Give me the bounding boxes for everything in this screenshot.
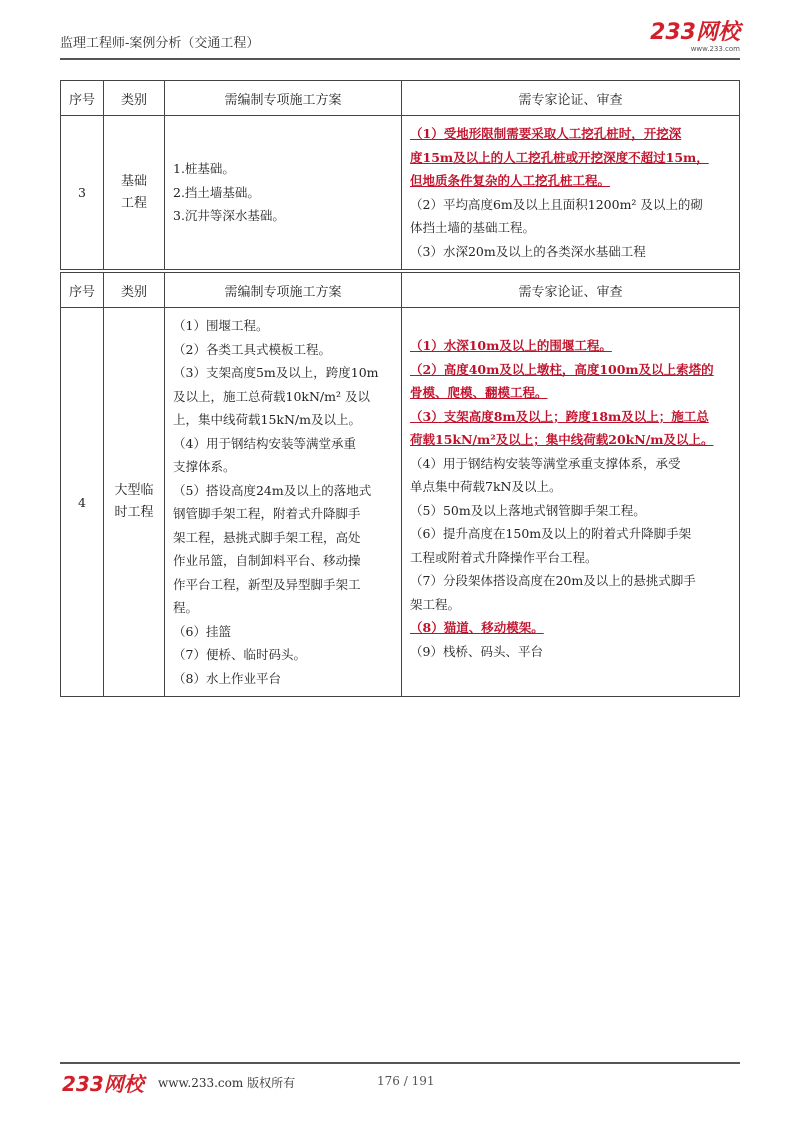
- header-category: 类别: [104, 273, 165, 308]
- logo-text: 233网校: [650, 20, 740, 45]
- plan-line: （1）围堰工程。: [173, 318, 269, 333]
- review-line: （3）水深20m及以上的各类深水基础工程: [410, 243, 646, 259]
- plan-line: （4）用于钢结构安装等满堂承重: [173, 435, 356, 451]
- plan-line: （2）各类工具式模板工程。: [173, 341, 331, 357]
- plan-line: 2.挡土墙基础。: [173, 184, 260, 200]
- header-review: 需专家论证、审查: [402, 81, 740, 116]
- review-line: 体挡土墙的基础工程。: [410, 220, 536, 235]
- plan-line: 1.桩基础。: [173, 161, 235, 177]
- header-review: 需专家论证、审查: [402, 273, 740, 308]
- review-line-highlighted: 度15m及以上的人工挖孔桩或开挖深度不超过15m，: [410, 149, 709, 165]
- table-foundation-works: [60, 80, 740, 270]
- plan-line: （7）便桥、临时码头。: [173, 647, 306, 662]
- plan-line: 作平台工程，新型及异型脚手架工: [173, 576, 361, 592]
- plan-line: 程。: [173, 600, 199, 615]
- plan-cell: [165, 116, 402, 270]
- brand-logo[interactable]: [650, 22, 740, 53]
- review-line: （6）提升高度在150m及以上的附着式升降脚手架: [410, 526, 692, 541]
- review-line: （4）用于钢结构安装等满堂承重支撑体系，承受: [410, 455, 681, 471]
- footer-divider: [60, 1062, 740, 1064]
- logo-url: www.233.com: [690, 45, 740, 53]
- plan-line: （5）搭设高度24m及以上的落地式: [173, 482, 372, 498]
- row-category: [104, 308, 165, 697]
- table-temporary-works: [60, 272, 740, 697]
- category-line: 大型临: [114, 483, 154, 498]
- header-category: 类别: [104, 81, 165, 116]
- header-no: 序号: [61, 81, 104, 116]
- review-line-highlighted: （1）受地形限制需要采取人工挖孔桩时，开挖深: [410, 126, 682, 141]
- plan-line: 钢管脚手架工程，附着式升降脚手: [173, 506, 361, 521]
- header-plan: 需编制专项施工方案: [165, 273, 402, 308]
- plan-line: 作业吊篮，自制卸料平台、移动操: [173, 553, 361, 568]
- review-cell: [402, 116, 740, 270]
- table-header-row: [61, 81, 740, 116]
- review-line: （9）栈桥、码头、平台: [410, 643, 543, 659]
- review-line-highlighted: （3）支架高度8m及以上；跨度18m及以上；施工总: [410, 408, 709, 424]
- header-no: 序号: [61, 273, 104, 308]
- plan-line: （3）支架高度5m及以上，跨度10m: [173, 365, 379, 380]
- footer-logo[interactable]: 233网校: [62, 1072, 144, 1096]
- document-title: 监理工程师-案例分析（交通工程）: [60, 36, 260, 51]
- page-number: 176 / 191: [377, 1074, 435, 1088]
- plan-line: （6）挂篮: [173, 623, 231, 639]
- review-line-highlighted: （1）水深10m及以上的围堰工程。: [410, 338, 612, 353]
- table-row: [61, 116, 740, 270]
- plan-line: （8）水上作业平台: [173, 670, 281, 686]
- table-row: [61, 308, 740, 697]
- header-divider: [60, 58, 740, 60]
- review-line-highlighted: 骨模、爬模、翻模工程。: [410, 385, 548, 400]
- category-line: 时工程: [114, 505, 154, 520]
- review-line-highlighted: 但地质条件复杂的人工挖孔桩工程。: [410, 173, 611, 188]
- footer-copyright: www.233.com 版权所有: [158, 1076, 296, 1090]
- review-line-highlighted: 荷载15kN/m²及以上；集中线荷载20kN/m及以上。: [410, 432, 714, 447]
- row-number: 4: [61, 308, 104, 697]
- review-line: 单点集中荷载7kN及以上。: [410, 479, 562, 494]
- review-cell: [402, 308, 740, 697]
- plan-line: 架工程，悬挑式脚手架工程，高处: [173, 529, 361, 545]
- review-line-highlighted: （2）高度40m及以上墩柱，高度100m及以上索塔的: [410, 361, 714, 377]
- review-line: 架工程。: [410, 596, 461, 612]
- row-category: [104, 116, 165, 270]
- review-line-highlighted: （8）猫道、移动模架。: [410, 620, 544, 635]
- plan-line: 3.沉井等深水基础。: [173, 208, 285, 224]
- plan-line: 上，集中线荷载15kN/m及以上。: [173, 412, 361, 427]
- table-header-row: [61, 273, 740, 308]
- review-line: （2）平均高度6m及以上且面积1200m² 及以上的砌: [410, 196, 703, 212]
- category-line: 基础: [120, 173, 147, 189]
- review-line: 工程或附着式升降操作平台工程。: [410, 549, 598, 565]
- review-line: （7）分段架体搭设高度在20m及以上的悬挑式脚手: [410, 573, 696, 588]
- plan-line: 支撑体系。: [173, 459, 236, 474]
- header-plan: 需编制专项施工方案: [165, 81, 402, 116]
- row-number: 3: [61, 116, 104, 270]
- category-line: 工程: [120, 195, 147, 211]
- review-line: （5）50m及以上落地式钢管脚手架工程。: [410, 502, 646, 518]
- plan-line: 及以上，施工总荷载10kN/m² 及以: [173, 388, 370, 404]
- plan-cell: [165, 308, 402, 697]
